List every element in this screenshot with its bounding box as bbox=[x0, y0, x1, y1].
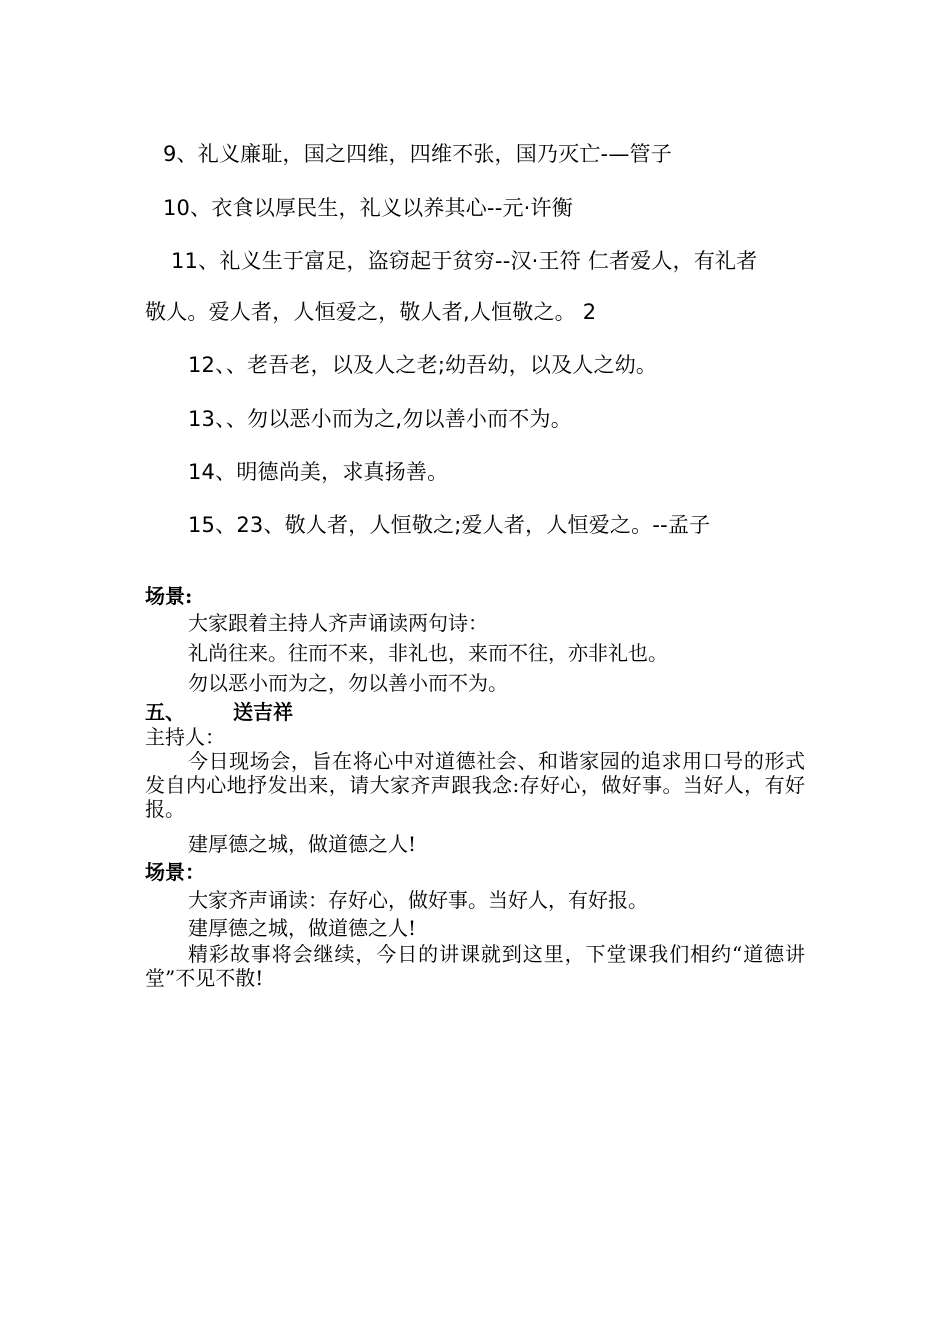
scene-line: 大家跟着主持人齐声诵读两句诗： bbox=[188, 611, 488, 635]
host-paragraph: 今日现场会，旨在将心中对道德社会、和谐家园的追求用口号的形式发自内心地抒发出来，请大家齐声跟我念:存好心，做好事。当好人，有好报。 bbox=[145, 749, 805, 821]
quote-14: 14、明德尚美，求真扬善。 bbox=[188, 460, 449, 484]
quote-12: 12、、老吾老，以及人之老;幼吾幼，以及人之幼。 bbox=[188, 353, 658, 377]
section-title: 送吉祥 bbox=[233, 700, 293, 724]
closing-paragraph: 精彩故事将会继续，今日的讲课就到这里，下堂课我们相约“道德讲堂”不见不散! bbox=[145, 942, 805, 990]
scene-line: 礼尚往来。往而不来，非礼也，来而不往，亦非礼也。 bbox=[188, 641, 668, 665]
quote-11: 11、礼义生于富足，盗窃起于贫穷--汉·王符 仁者爱人，有礼者 bbox=[171, 249, 758, 273]
host-closing: 建厚德之城，做道德之人! bbox=[188, 832, 417, 856]
section-number: 五、 bbox=[145, 700, 185, 724]
scene-label: 场景: bbox=[145, 584, 193, 608]
scene-line: 勿以恶小而为之，勿以善小而不为。 bbox=[188, 671, 508, 695]
scene-line: 大家齐声诵读：存好心，做好事。当好人，有好报。 bbox=[188, 888, 648, 912]
quote-13: 13、、勿以恶小而为之,勿以善小而不为。 bbox=[188, 407, 572, 431]
quote-10: 10、衣食以厚民生，礼义以养其心--元·许衡 bbox=[163, 196, 573, 220]
host-label: 主持人： bbox=[145, 725, 225, 749]
scene-label: 场景： bbox=[145, 860, 205, 884]
quote-15: 15、23、敬人者，人恒敬之;爱人者，人恒爱之。--孟子 bbox=[188, 513, 711, 537]
scene-line: 建厚德之城，做道德之人! bbox=[188, 916, 417, 940]
quote-11-continued: 敬人。爱人者，人恒爱之，敬人者,人恒敬之。 2 bbox=[145, 300, 597, 324]
quote-9: 9、礼义廉耻，国之四维，四维不张，国乃灭亡-—管子 bbox=[163, 142, 672, 166]
